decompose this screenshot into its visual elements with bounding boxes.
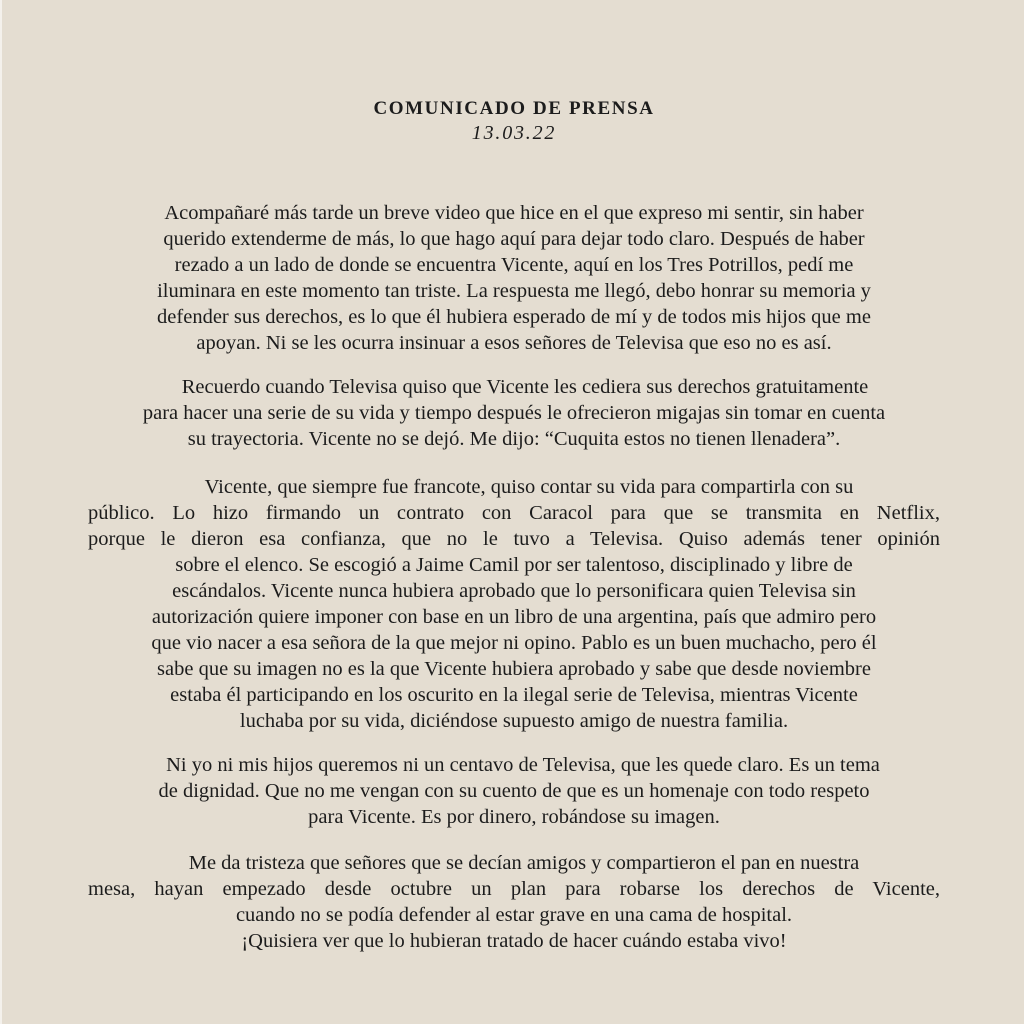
paragraph-line: público. Lo hizo firmando un contrato con Caracol para que se transmita en Netflix, (88, 502, 940, 524)
paragraph-line: autorización quiere imponer con base en un libro de una argentina, país que admiro pero (151, 606, 877, 628)
paragraph-line: porque le dieron esa confianza, que no le tuvo a Televisa. Quiso además tener opinión (88, 528, 940, 550)
paragraph-line: Vicente, que siempre fue francote, quiso contar su vida para compartirla con su (204, 476, 854, 498)
paragraph-line: Acompañaré más tarde un breve video que hice en el que expreso mi sentir, sin haber (164, 202, 864, 224)
paragraph-line: defender sus derechos, es lo que él hubiera esperado de mí y de todos mis hijos que me (157, 306, 871, 328)
document-date: 13.03.22 (471, 122, 557, 144)
paragraph-line: estaba él participando en los oscurito en la ilegal serie de Televisa, mientras Vicente (170, 684, 858, 706)
paragraph-2 (2, 374, 1024, 452)
paragraph-5 (2, 850, 1024, 954)
paragraph-line: para Vicente. Es por dinero, robándose su imagen. (308, 806, 720, 828)
paragraph-line: su trayectoria. Vicente no se dejó. Me dijo: “Cuquita estos no tienen llenadera”. (187, 428, 841, 450)
paragraph-line: que vio nacer a esa señora de la que mejor ni opino. Pablo es un buen muchacho, pero él (151, 632, 877, 654)
paragraph-line: Ni yo ni mis hijos queremos ni un centavo de Televisa, que les quede claro. Es un tema (166, 754, 880, 776)
paragraph-line: querido extenderme de más, lo que hago aquí para dejar todo claro. Después de haber (163, 228, 865, 250)
paragraph-line: ¡Quisiera ver que lo hubieran tratado de hacer cuándo estaba vivo! (241, 930, 787, 952)
paragraph-line: luchaba por su vida, diciéndose supuesto amigo de nuestra familia. (239, 710, 789, 732)
paragraph-line: Recuerdo cuando Televisa quiso que Vicente les cediera sus derechos gratuitamente (181, 376, 869, 398)
paragraph-line: rezado a un lado de donde se encuentra Vicente, aquí en los Tres Potrillos, pedí me (174, 254, 854, 276)
paragraph-line: sobre el elenco. Se escogió a Jaime Camil por ser talentoso, disciplinado y libre de (175, 554, 853, 576)
paragraph-line: apoyan. Ni se les ocurra insinuar a esos señores de Televisa que eso no es así. (196, 332, 832, 354)
paragraph-4 (2, 752, 1024, 830)
paragraph-line: sabe que su imagen no es la que Vicente hubiera aprobado y sabe que desde noviembre (157, 658, 871, 680)
paragraph-3 (2, 474, 1024, 734)
paragraph-line: escándalos. Vicente nunca hubiera aprobado que lo personificara quien Televisa sin (172, 580, 856, 602)
paragraph-line: de dignidad. Que no me vengan con su cuento de que es un homenaje con todo respeto (158, 780, 870, 802)
paragraph-line: Me da tristeza que señores que se decían amigos y compartieron el pan en nuestra (188, 852, 860, 874)
paragraph-line: iluminara en este momento tan triste. La respuesta me llegó, debo honrar su memoria y (157, 280, 871, 302)
paragraph-line: para hacer una serie de su vida y tiempo después le ofrecieron migajas sin tomar en cuenta (142, 402, 886, 424)
paragraph-line: mesa, hayan empezado desde octubre un plan para robarse los derechos de Vicente, (88, 878, 940, 900)
paragraph-line: cuando no se podía defender al estar grave en una cama de hospital. (235, 904, 793, 926)
paragraph-1 (2, 200, 1024, 356)
document-title: COMUNICADO DE PRENSA (373, 98, 655, 119)
